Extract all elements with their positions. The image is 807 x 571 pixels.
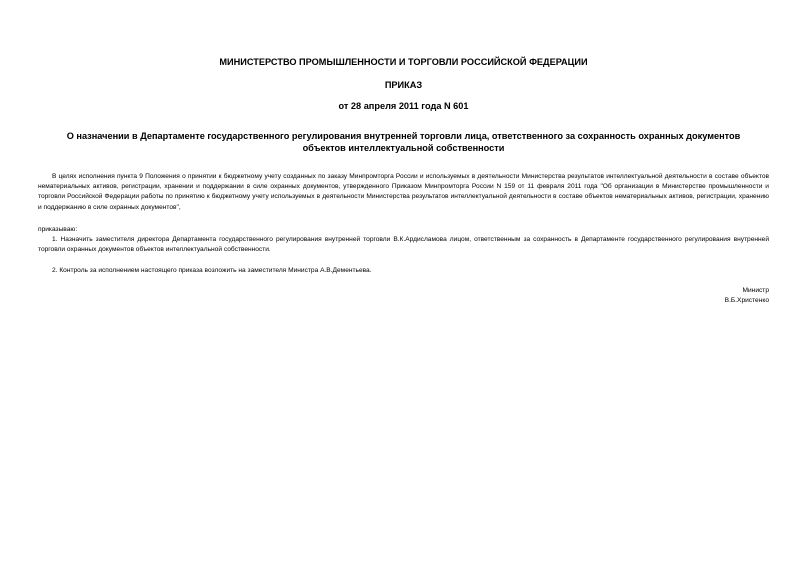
- order-item-2: 2. Контроль за исполнением настоящего приказа возложить на заместителя Министра А.В.Дементьева.: [52, 267, 372, 274]
- document-type: ПРИКАЗ: [384, 80, 423, 90]
- order-item-1: 1. Назначить заместителя директора Департамента государственного регулирования внутренней торговли В.К.Ардисламова лицом, ответственным за сохранность в Департаменте государственного регулирования внутренней торговли охранных документов объектов интеллектуальной собственности.: [38, 236, 769, 254]
- preamble-paragraph: В целях исполнения пункта 9 Положения о принятии к бюджетному учету созданных по заказу Минпромторга России и используемых в деятельности Министерства результатов интеллектуальной деятельности в составе объектов нематериальных активов, регистрации, хранении и поддержании в силе охранных документов, утвержденного Приказом Минпромторга России N 159 от 11 февраля 2011 года "Об организации в Министерстве промышленности и торговли Российской Федерации работы по принятию к бюджетному учету используемых в деятельности Министерства результатов интеллектуальной деятельности в составе объектов нематериальных активов, регистрации, хранению и поддержанию в силе охранных документов",: [38, 173, 769, 211]
- document-date: от 28 апреля 2011 года N 601: [338, 101, 469, 111]
- document-title: О назначении в Департаменте государственного регулирования внутренней торговли лица, ответственного за сохранность охранных документов объектов интеллектуальной собственности: [66, 131, 741, 153]
- document-page: [38, 0, 769, 571]
- signature-name: В.Б.Христенко: [724, 297, 769, 304]
- orders-word: приказываю:: [38, 226, 78, 233]
- ministry-name: МИНИСТЕРСТВО ПРОМЫШЛЕННОСТИ И ТОРГОВЛИ РОССИЙСКОЙ ФЕДЕРАЦИИ: [219, 57, 588, 67]
- signature-position: Министр: [742, 287, 769, 294]
